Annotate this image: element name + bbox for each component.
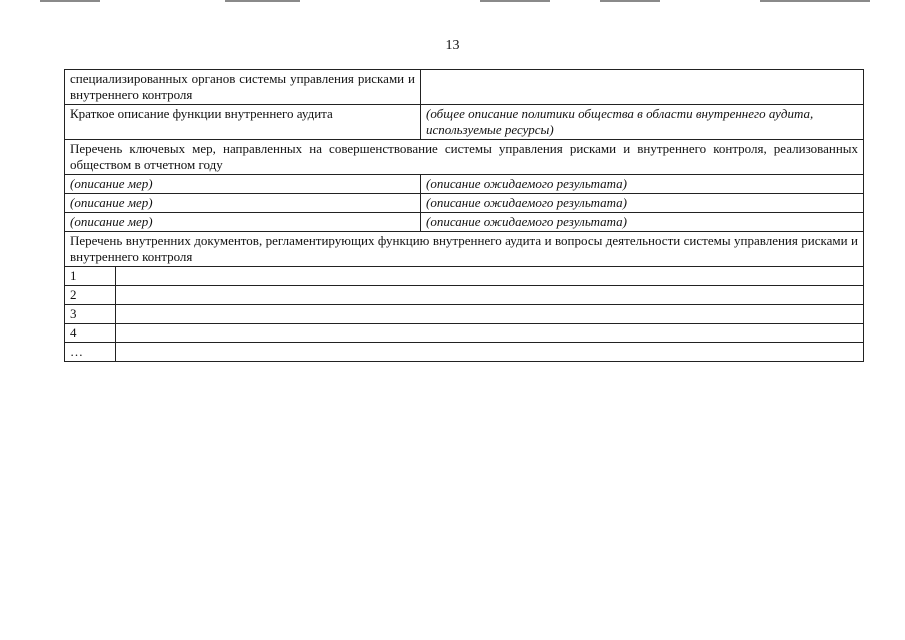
table-row [65,70,864,105]
document-cell [116,324,864,343]
row-number: 3 [65,305,116,324]
documents-header: Перечень внутренних документов, регламентирующих функцию внутреннего аудита и вопросы деятельности системы управления рисками и внутреннего контроля [65,232,864,267]
table-row [65,194,864,213]
document-cell [116,286,864,305]
row-number: 1 [65,267,116,286]
section-header-row [65,140,864,175]
table-cell: специализированных органов системы управления рисками и внутреннего контроля [65,70,421,105]
scan-edge-line [40,0,100,2]
scan-edge-line [600,0,660,2]
measure-cell: (описание мер) [65,175,421,194]
report-table [64,69,864,362]
measure-cell: (описание мер) [65,213,421,232]
document-cell [116,267,864,286]
table-row [65,213,864,232]
table-row [65,305,864,324]
scan-edge-line [760,0,870,2]
table-cell: Краткое описание функции внутреннего аудита [65,105,421,140]
result-cell: (описание ожидаемого результата) [421,213,864,232]
table-row [65,105,864,140]
table-row [65,175,864,194]
result-cell: (описание ожидаемого результата) [421,194,864,213]
page-number: 13 [445,38,460,53]
section-header-row [65,232,864,267]
scan-edge-line [480,0,550,2]
row-number: … [65,343,116,362]
document-cell [116,305,864,324]
table-cell [421,70,864,105]
table-row [65,286,864,305]
row-number: 2 [65,286,116,305]
document-cell [116,343,864,362]
scan-edge-line [225,0,300,2]
table-row [65,267,864,286]
row-number: 4 [65,324,116,343]
table-row [65,324,864,343]
measures-header: Перечень ключевых мер, направленных на совершенствование системы управления рисками и внутреннего контроля, реализованных обществом в отчетном году [65,140,864,175]
measure-cell: (описание мер) [65,194,421,213]
table-cell: (общее описание политики общества в области внутреннего аудита, используемые ресурсы) [421,105,864,140]
result-cell: (описание ожидаемого результата) [421,175,864,194]
table-row [65,343,864,362]
